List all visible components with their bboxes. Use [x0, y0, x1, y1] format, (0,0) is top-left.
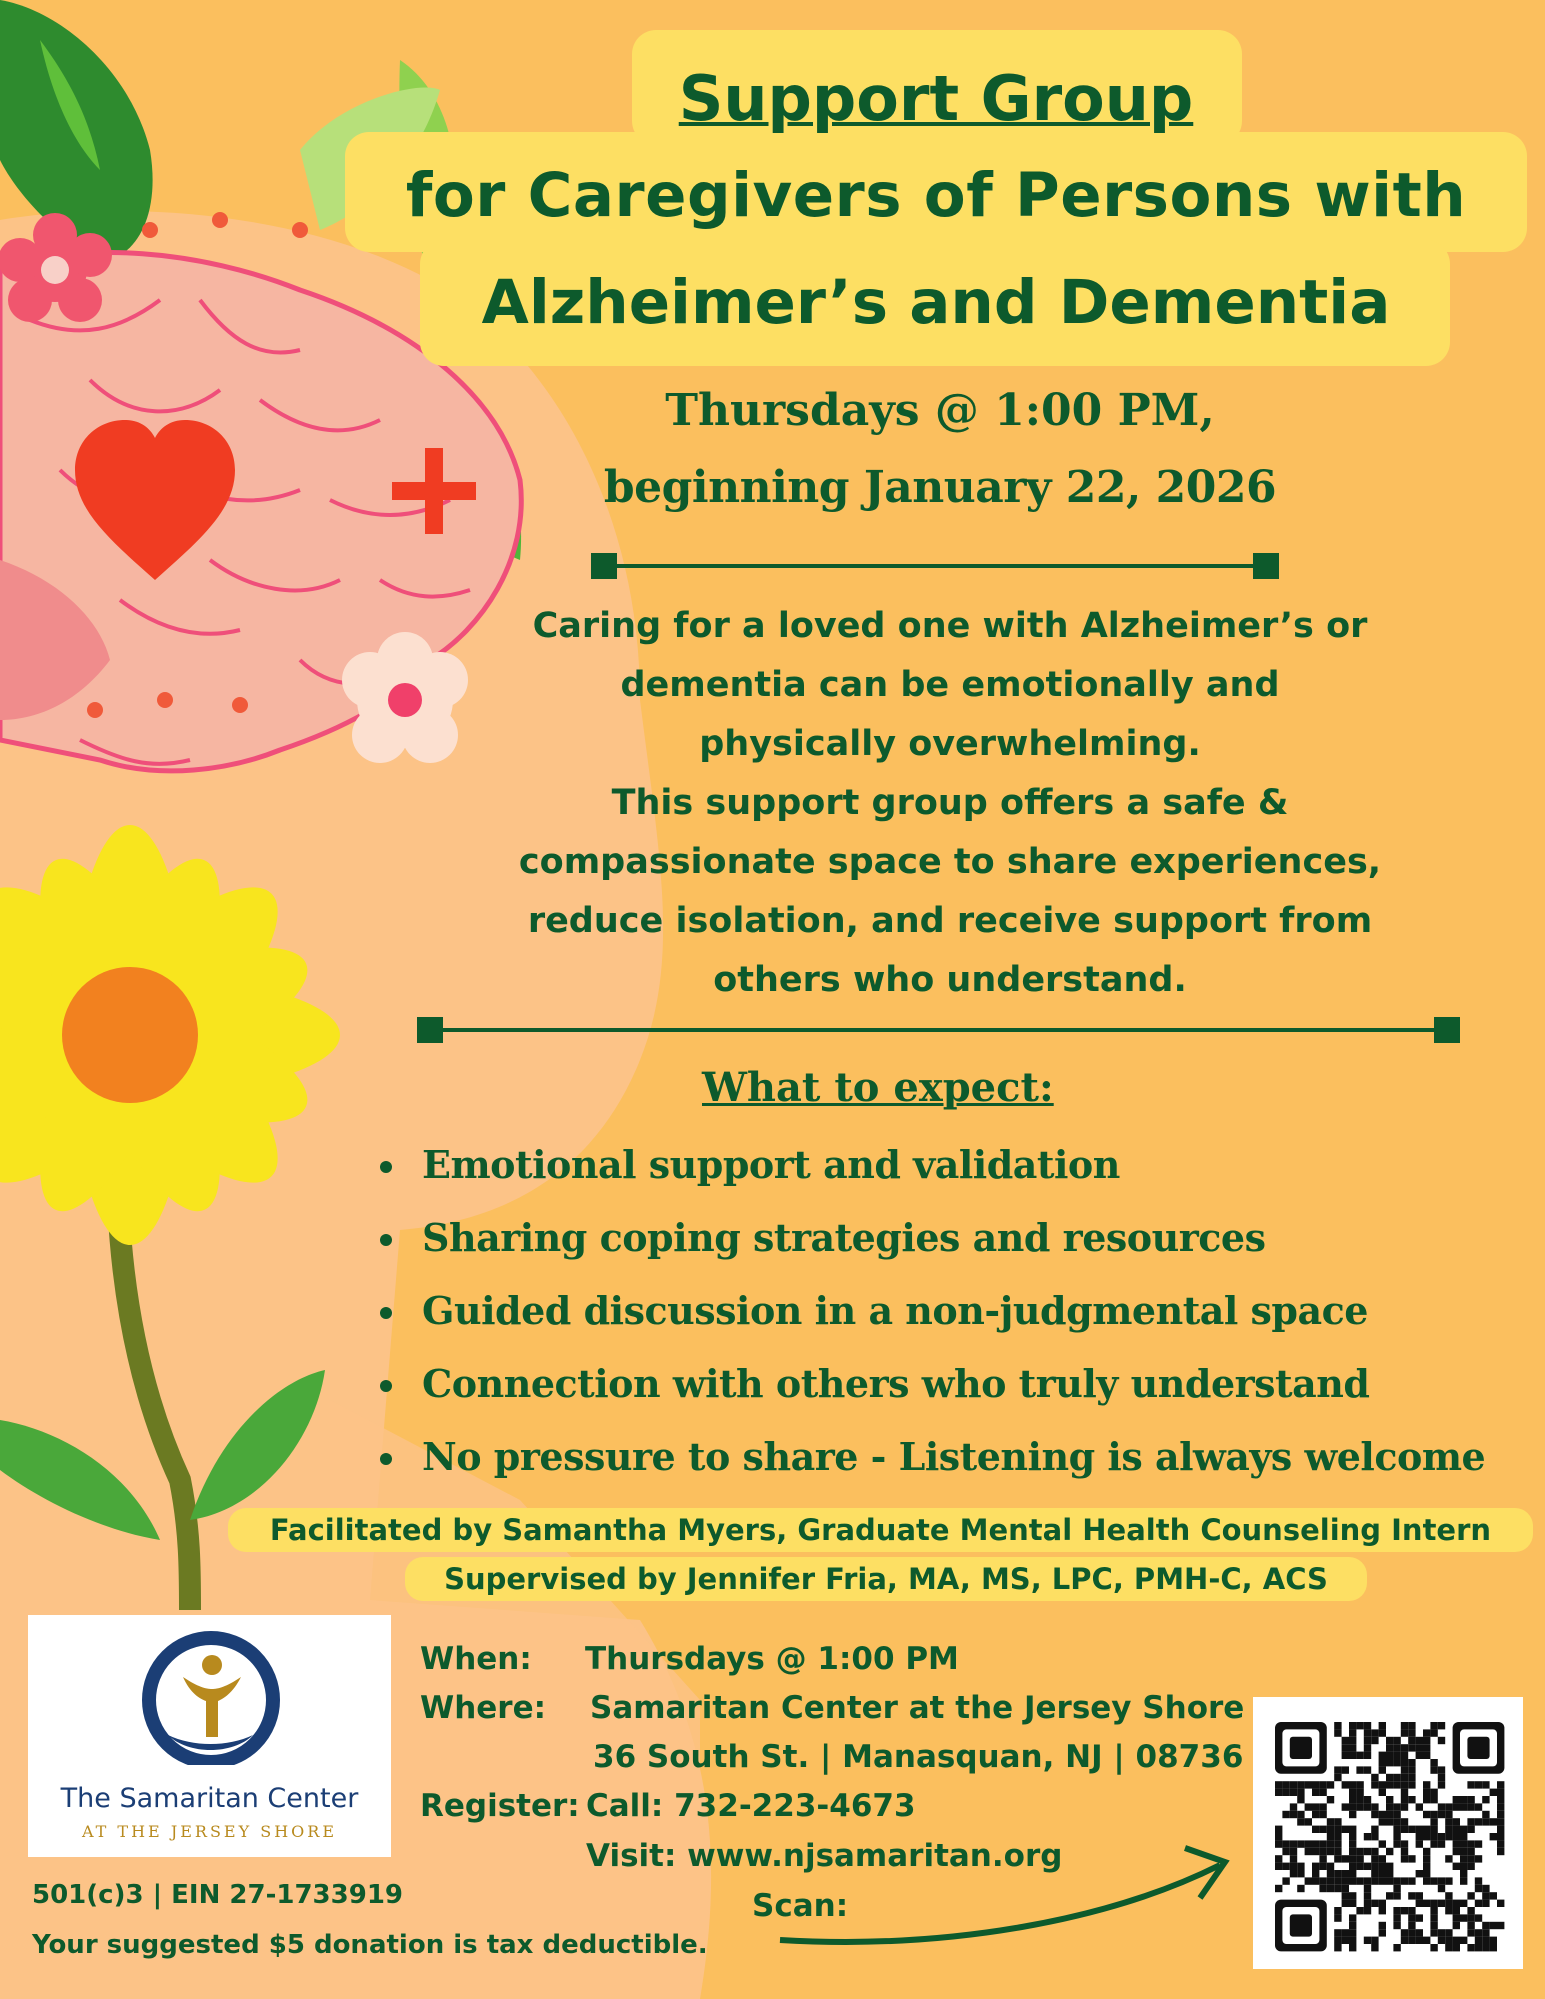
facilitator-line-2: Supervised by Jennifer Fria, MA, MS, LPC, PMH-C, ACS [405, 1557, 1367, 1601]
expect-item-text: Guided discussion in a non-judgmental space [422, 1288, 1368, 1333]
bullet-icon [380, 1234, 392, 1246]
description-line-2: dementia can be emotionally and [620, 665, 1280, 705]
title-line-1: Support Group [678, 62, 1194, 135]
when-label: When: [420, 1641, 532, 1677]
where-line-2: 36 South St. | Manasquan, NJ | 08736 [593, 1739, 1244, 1775]
expect-item-text: Emotional support and validation [422, 1142, 1120, 1187]
bullet-icon [380, 1453, 392, 1465]
expect-item-text: Sharing coping strategies and resources [422, 1215, 1266, 1260]
ein-text: 501(c)3 | EIN 27-1733919 [32, 1880, 403, 1910]
register-call: Call: 732-223-4673 [586, 1788, 916, 1824]
expect-list [380, 1128, 1485, 1493]
facilitator-line-1: Facilitated by Samantha Myers, Graduate Mental Health Counseling Intern [228, 1508, 1533, 1552]
samaritan-logo [28, 1615, 391, 1857]
scan-label: Scan: [752, 1888, 849, 1924]
description-line-5: compassionate space to share experiences, [518, 842, 1382, 882]
schedule [540, 385, 1340, 514]
divider-middle [421, 1028, 1456, 1032]
expect-heading: What to expect: [702, 1064, 1054, 1111]
bullet-icon [380, 1307, 392, 1319]
schedule-line-1: Thursdays @ 1:00 PM, [665, 385, 1215, 436]
expect-item [380, 1201, 1485, 1274]
description-line-7: others who understand. [713, 960, 1187, 1000]
samaritan-emblem-icon [28, 1615, 391, 1765]
logo-subtitle: AT THE JERSEY SHORE [81, 1822, 337, 1841]
expect-item-text: Connection with others who truly understand [422, 1361, 1370, 1406]
description [440, 597, 1460, 1010]
donation-text: Your suggested $5 donation is tax deductible. [32, 1930, 708, 1960]
expect-item [380, 1347, 1485, 1420]
qr-code[interactable] [1253, 1697, 1523, 1969]
register-visit: Visit: www.njsamaritan.org [586, 1838, 1063, 1874]
description-line-3: physically overwhelming. [699, 724, 1201, 764]
bullet-icon [380, 1161, 392, 1173]
logo-name: The Samaritan Center [60, 1783, 359, 1814]
divider-top [595, 564, 1275, 568]
description-line-4: This support group offers a safe & [611, 783, 1289, 823]
expect-item [380, 1274, 1485, 1347]
register-label: Register: [420, 1788, 580, 1824]
schedule-line-2: beginning January 22, 2026 [603, 462, 1277, 513]
title [345, 30, 1527, 370]
expect-item [380, 1128, 1485, 1201]
bullet-icon [380, 1380, 392, 1392]
qr-code-pattern [1253, 1697, 1523, 1969]
description-line-1: Caring for a loved one with Alzheimer’s or [532, 606, 1368, 646]
where-label: Where: [420, 1690, 546, 1726]
title-line-3: Alzheimer’s and Dementia [481, 267, 1391, 338]
expect-item-text: No pressure to share - Listening is always welcome [422, 1434, 1486, 1479]
when-value: Thursdays @ 1:00 PM [585, 1641, 959, 1677]
title-line-2: for Caregivers of Persons with [405, 160, 1467, 231]
where-line-1: Samaritan Center at the Jersey Shore [590, 1690, 1245, 1726]
expect-item [380, 1420, 1485, 1493]
description-line-6: reduce isolation, and receive support from [527, 901, 1373, 941]
